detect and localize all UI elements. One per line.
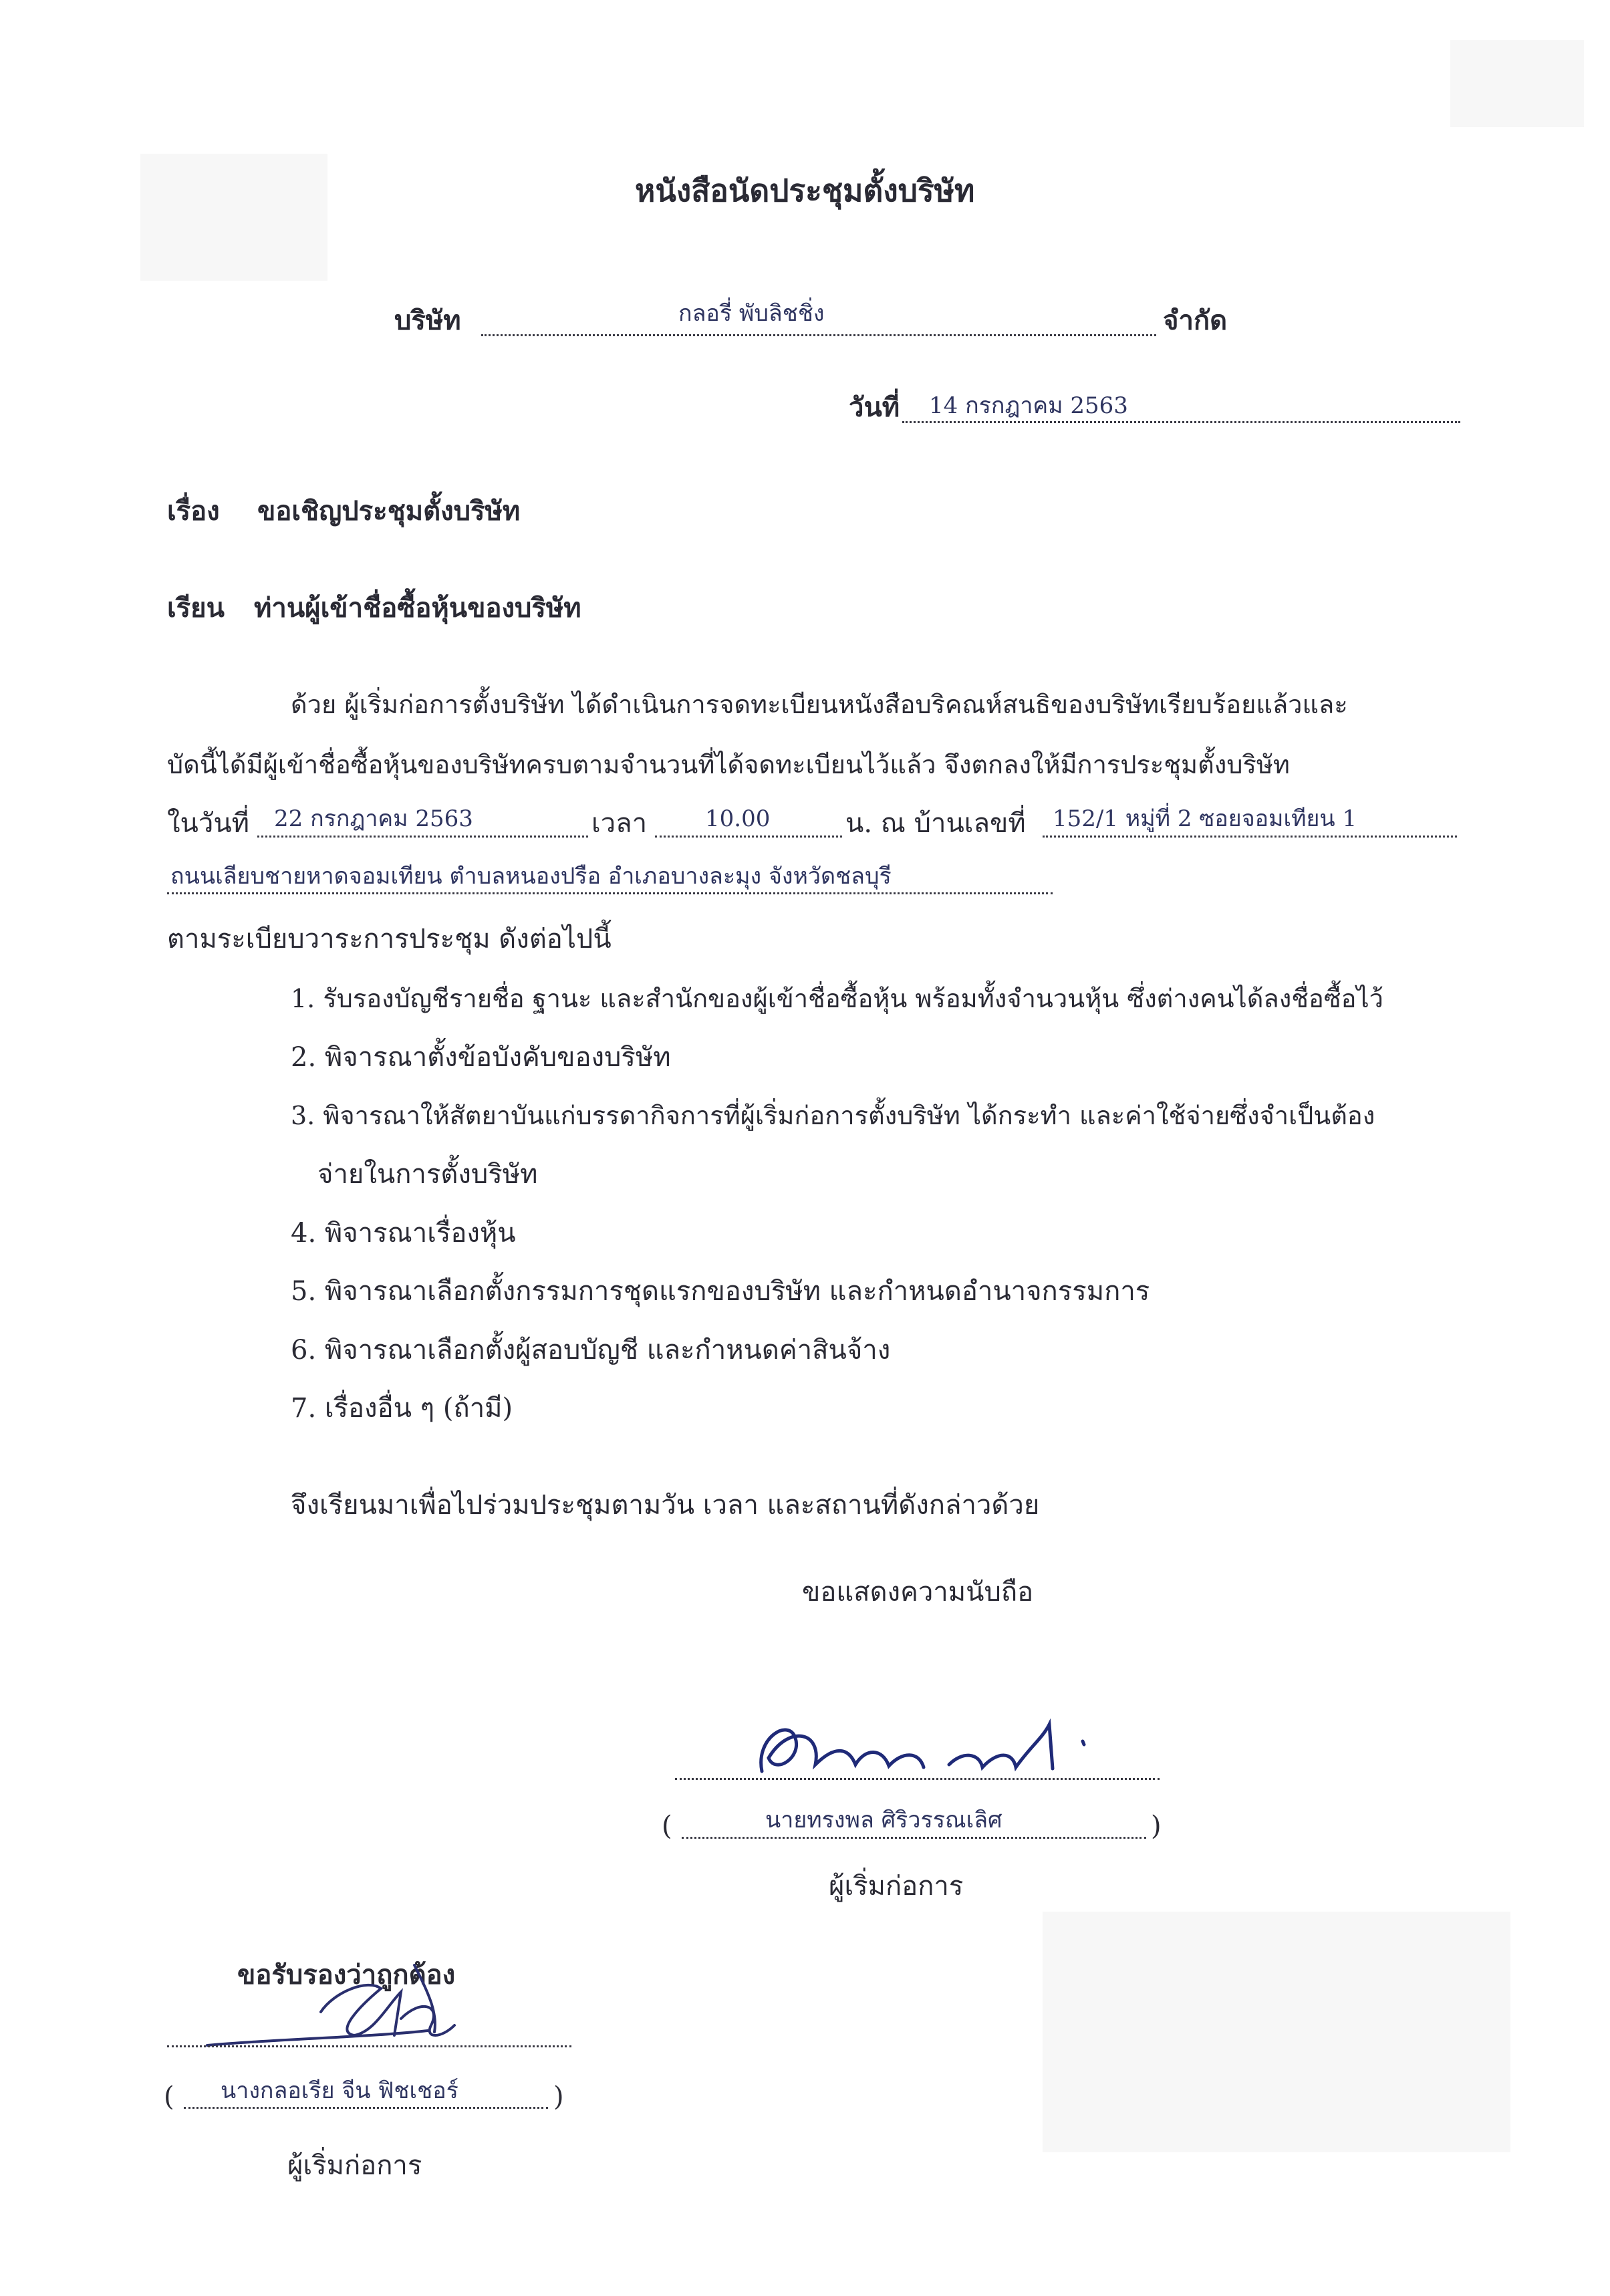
company-prefix: บริษัท: [394, 305, 461, 336]
date-value: 14 กรกฎาคม 2563: [929, 392, 1128, 419]
agenda-intro: ตามระเบียบวาระการประชุม ดังต่อไปนี้: [167, 924, 612, 954]
signer-2-role: ผู้เริ่มก่อการ: [287, 2150, 422, 2181]
time-underline: [655, 836, 842, 838]
body-line-1: ด้วย ผู้เริ่มก่อการตั้งบริษัท ได้ดำเนินการจดทะเบียนหนังสือบริคณห์สนธิของบริษัทเรียบร้อยแล้วและ: [291, 690, 1348, 719]
signer-1-close-paren: ): [1151, 1811, 1162, 1841]
signature-2-line: [167, 2045, 571, 2047]
company-suffix: จำกัด: [1163, 305, 1228, 336]
meeting-time: 10.00: [705, 805, 771, 832]
address-underline-2: [167, 892, 1053, 894]
signer-2-name-line: [184, 2107, 548, 2109]
signer-1-name: นายทรงพล ศิริวรรณเลิศ: [765, 1807, 1002, 1833]
body-line-2: บัดนี้ได้มีผู้เข้าชื่อซื้อหุ้นของบริษัทครบตามจำนวนที่ได้จดทะเบียนไว้แล้ว จึงตกลงให้มีการประชุมตั้งบริษัท: [167, 750, 1290, 779]
signer-1-name-line: [682, 1837, 1146, 1839]
meeting-date: 22 กรกฎาคม 2563: [274, 805, 473, 832]
document-title: หนังสือนัดประชุมตั้งบริษัท: [635, 172, 975, 209]
company-underline: [481, 334, 1156, 336]
signer-2-close-paren: ): [553, 2081, 564, 2112]
agenda-item: 6. พิจารณาเลือกตั้งผู้สอบบัญชี และกำหนดค่าสินจ้าง: [291, 1335, 891, 1366]
address-line-1: 152/1 หมู่ที่ 2 ซอยจอมเทียน 1: [1053, 805, 1357, 832]
agenda-item: 7. เรื่องอื่น ๆ (ถ้ามี): [291, 1393, 513, 1424]
to-text: ท่านผู้เข้าชื่อซื้อหุ้นของบริษัท: [254, 592, 581, 624]
scan-artifact: [140, 154, 327, 281]
to-label: เรียน: [167, 592, 225, 624]
meeting-date-label: ในวันที่: [167, 808, 250, 839]
agenda-item: 1. รับรองบัญชีรายชื่อ ฐานะ และสำนักของผู้เข้าชื่อซื้อหุ้น พร้อมทั้งจำนวนหุ้น ซึ่งต่างคนได้ลงชื่อซื้อไว้: [291, 984, 1383, 1013]
closing-regards: ขอแสดงความนับถือ: [802, 1577, 1034, 1608]
address-underline-1: [1043, 836, 1457, 838]
meeting-date-underline: [257, 836, 588, 838]
signature-2: [200, 1952, 521, 2052]
scan-artifact: [1043, 1912, 1510, 2152]
agenda-item: 4. พิจารณาเรื่องหุ้น: [291, 1218, 516, 1249]
agenda-item: 5. พิจารณาเลือกตั้งกรรมการชุดแรกของบริษัท และกำหนดอำนาจกรรมการ: [291, 1276, 1150, 1307]
subject-text: ขอเชิญประชุมตั้งบริษัท: [257, 495, 521, 527]
signer-2-open-paren: (: [164, 2081, 174, 2112]
signer-1-open-paren: (: [662, 1811, 672, 1841]
address-line-2: ถนนเลียบชายหาดจอมเทียน ตำบลหนองปรือ อำเภอบางละมุง จังหวัดชลบุรี: [170, 863, 892, 890]
agenda-item: 3. พิจารณาให้สัตยาบันแก่บรรดากิจการที่ผู้เริ่มก่อการตั้งบริษัท ได้กระทำ และค่าใช้จ่ายซึ่งจำเป็นต้อง: [291, 1101, 1375, 1130]
place-label: น. ณ บ้านเลขที่: [845, 808, 1026, 839]
date-label: วันที่: [849, 392, 900, 423]
subject-label: เรื่อง: [167, 495, 220, 527]
company-name: กลอรี่ พับลิชชิ่ง: [678, 300, 825, 327]
agenda-item-continuation: จ่ายในการตั้งบริษัท: [317, 1159, 538, 1190]
closing-invite: จึงเรียนมาเพื่อไปร่วมประชุมตามวัน เวลา และสถานที่ดังกล่าวด้วย: [291, 1490, 1040, 1521]
agenda-item: 2. พิจารณาตั้งข้อบังคับของบริษัท: [291, 1042, 671, 1073]
scan-artifact: [1450, 40, 1584, 127]
signer-1-role: ผู้เริ่มก่อการ: [829, 1871, 964, 1902]
date-underline: [902, 421, 1460, 423]
time-label: เวลา: [591, 808, 648, 839]
signer-2-name: นางกลอเรีย จีน ฟิชเชอร์: [221, 2077, 458, 2104]
signature-1-line: [675, 1778, 1160, 1780]
certification-text: ขอรับรองว่าถูกต้อง: [237, 1959, 456, 1991]
